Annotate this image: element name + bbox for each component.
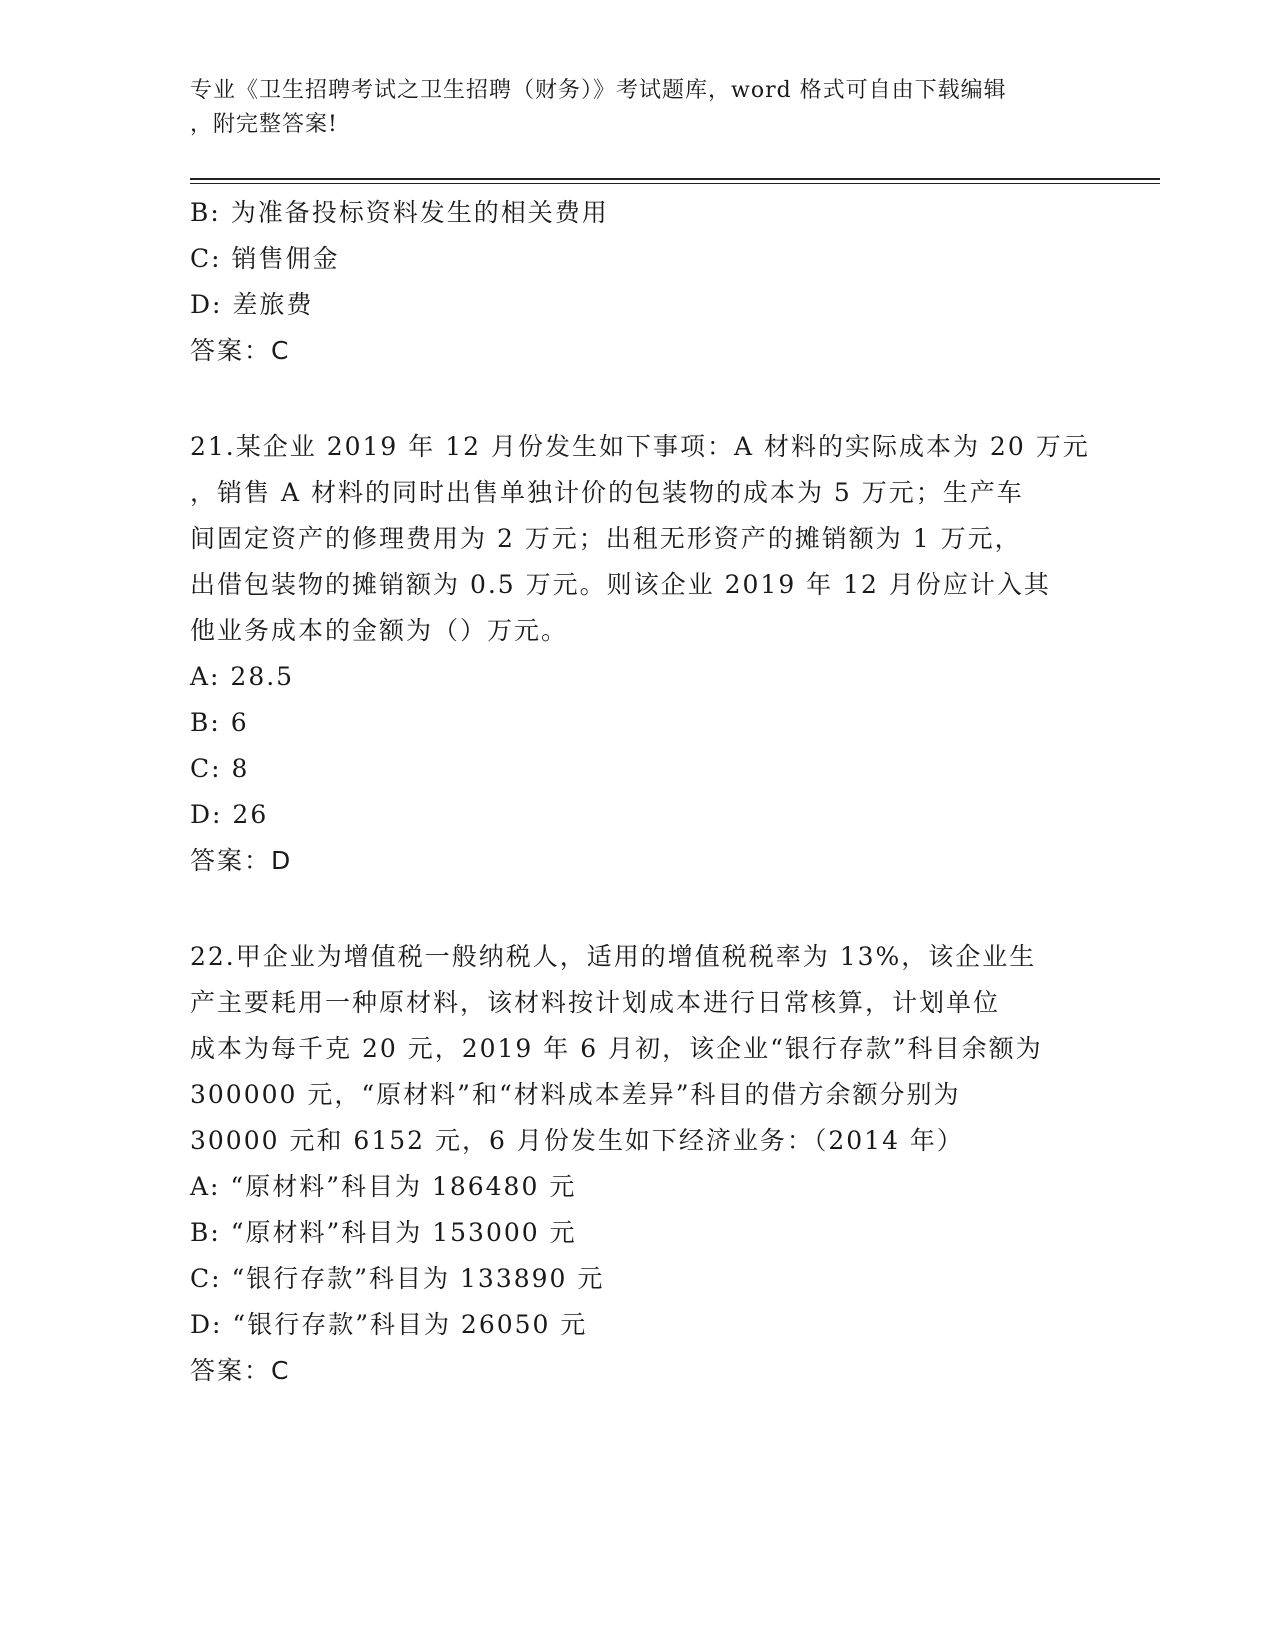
question-spacer [190,374,1090,424]
option-c: C: 销售佣金 [190,244,340,273]
stem-line: 300000 元，“原材料”和“材料成本差异”科目的借方余额分别为 [190,1080,961,1109]
answer-line: 答案：D [190,846,293,875]
stem-line: 21.某企业 2019 年 12 月份发生如下事项：A 材料的实际成本为 20 万元 [190,432,1090,461]
stem-line: 成本为每千克 20 元，2019 年 6 月初，该企业“银行存款”科目余额为 [190,1034,1043,1063]
option-b: B: 6 [190,708,249,737]
header-divider-thin [190,183,1160,184]
option-c: C: 8 [190,754,250,783]
answer-line: 答案：C [190,1356,291,1385]
question-20-tail [190,190,1090,374]
header-line-1: 专业《卫生招聘考试之卫生招聘（财务）》考试题库，word 格式可自由下载编辑 [190,78,1007,103]
stem-line: ，销售 A 材料的同时出售单独计价的包装物的成本为 5 万元；生产车 [190,478,1024,507]
option-c: C: “银行存款”科目为 133890 元 [190,1264,605,1293]
option-a: A: 28.5 [190,662,295,691]
answer-line: 答案：C [190,336,291,365]
header-line-2: ，附完整答案! [190,112,338,137]
question-stem [190,934,1090,1164]
option-b: B: “原材料”科目为 153000 元 [190,1218,577,1247]
stem-line: 出借包装物的摊销额为 0.5 万元。则该企业 2019 年 12 月份应计入其 [190,570,1051,599]
question-21 [190,424,1090,884]
document-header [190,74,1070,142]
option-a: A: “原材料”科目为 186480 元 [190,1172,577,1201]
option-d: D: “银行存款”科目为 26050 元 [190,1310,588,1339]
stem-line: 产主要耗用一种原材料，该材料按计划成本进行日常核算，计划单位 [190,988,1001,1017]
option-b: B: 为准备投标资料发生的相关费用 [190,198,609,227]
stem-line: 22.甲企业为增值税一般纳税人，适用的增值税税率为 13%，该企业生 [190,942,1037,971]
question-spacer [190,884,1090,934]
question-stem [190,424,1090,654]
stem-line: 30000 元和 6152 元，6 月份发生如下经济业务：（2014 年） [190,1126,964,1155]
header-divider-thick [190,178,1160,180]
option-d: D: 差旅费 [190,290,314,319]
stem-line: 他业务成本的金额为（）万元。 [190,616,569,645]
document-body [190,190,1090,1394]
stem-line: 间固定资产的修理费用为 2 万元；出租无形资产的摊销额为 1 万元， [190,524,1022,553]
option-d: D: 26 [190,800,269,829]
question-22 [190,934,1090,1394]
